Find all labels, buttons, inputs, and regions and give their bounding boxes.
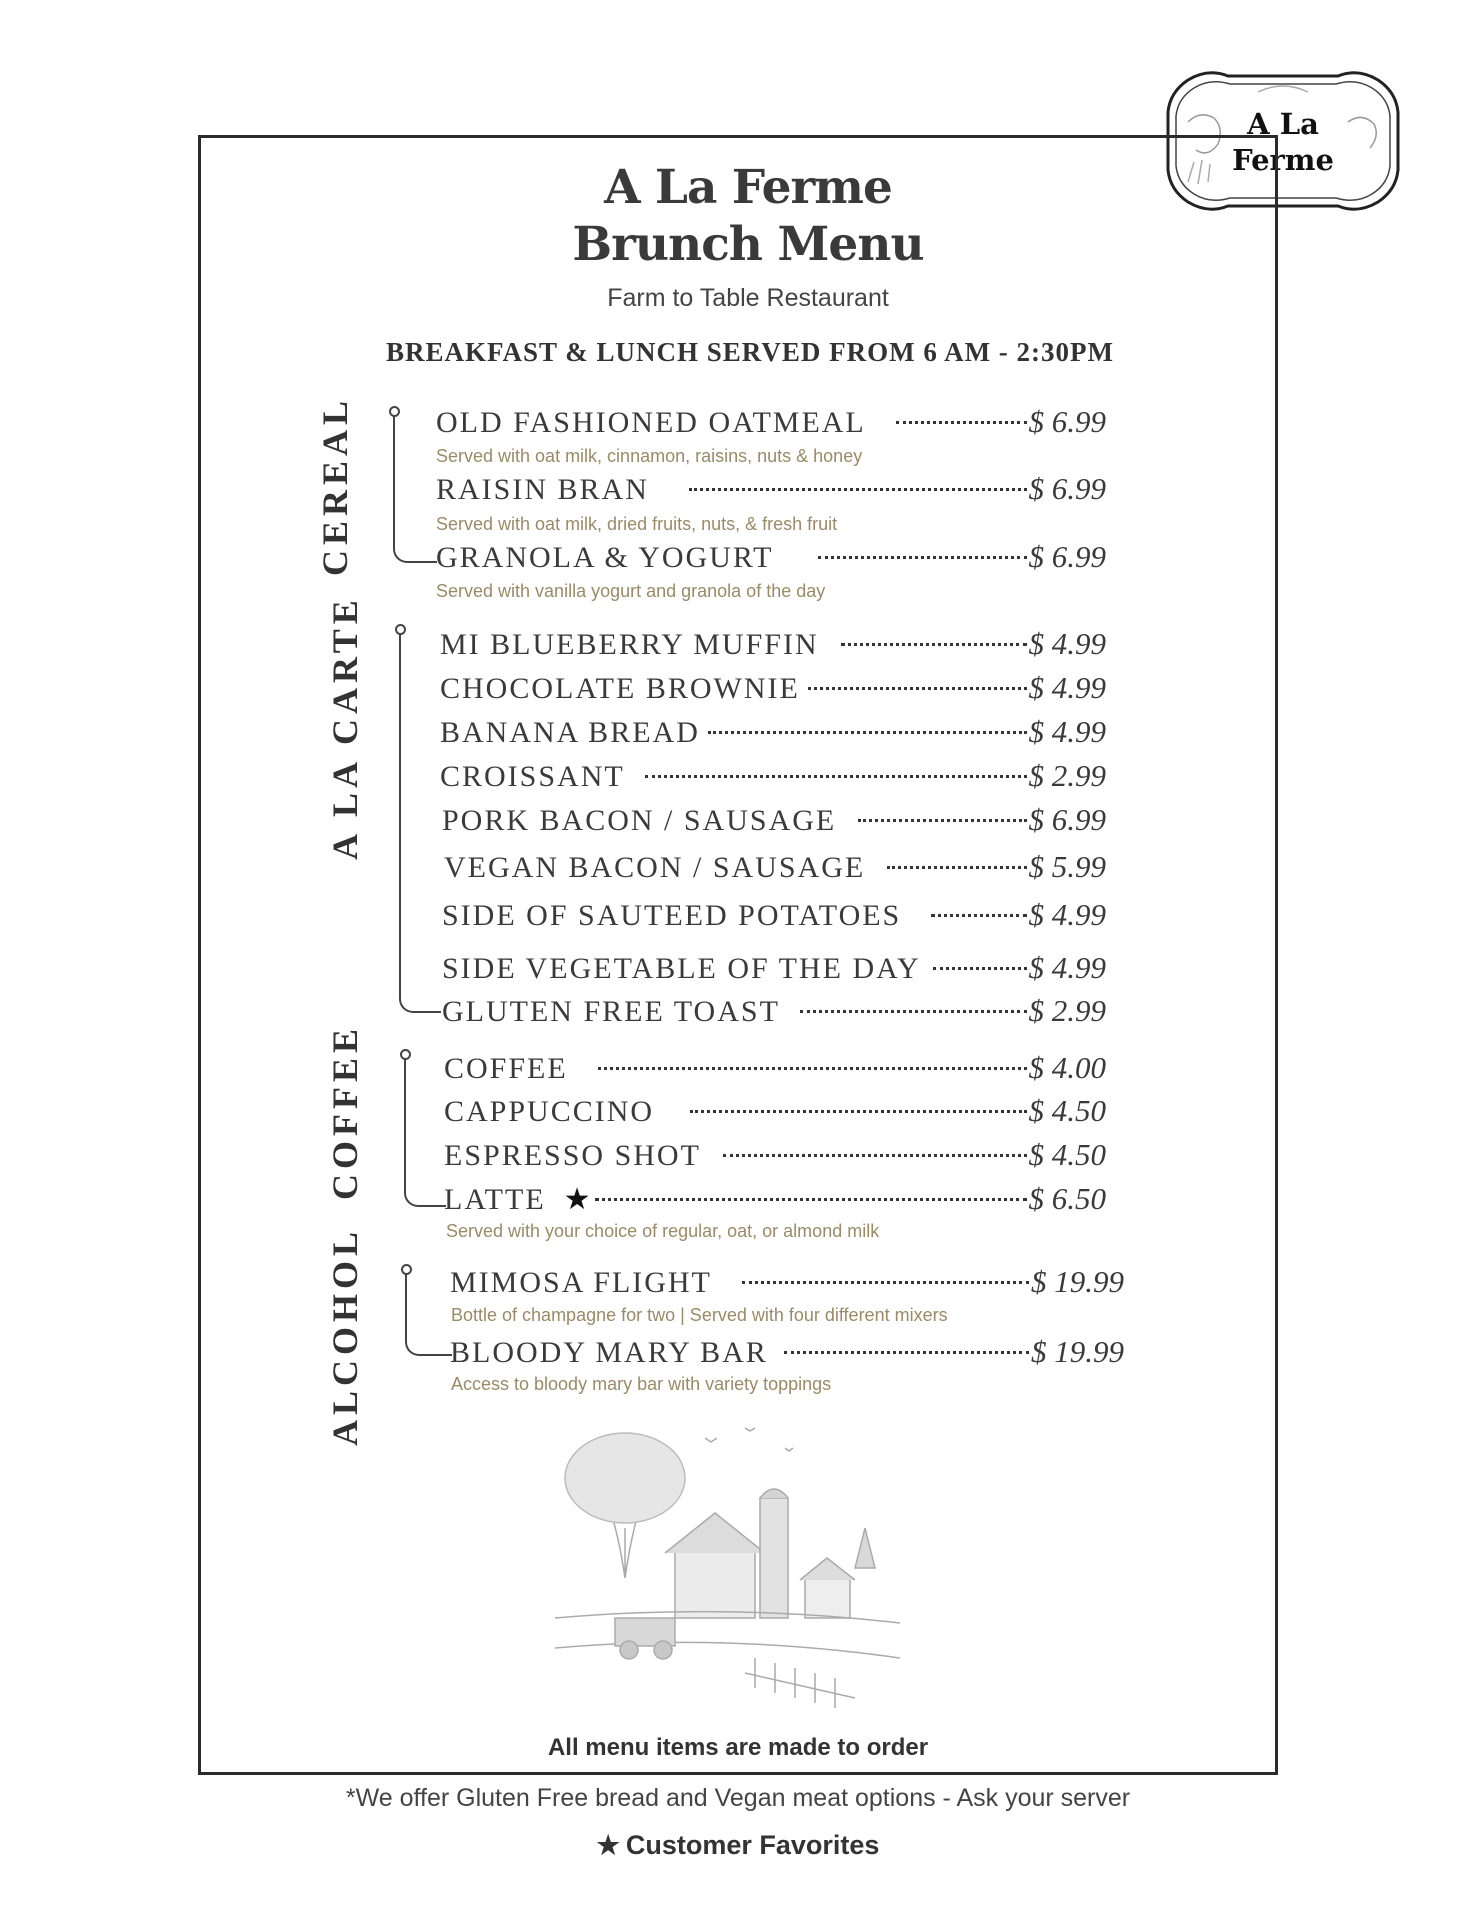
item-price: $ 4.99 — [1028, 714, 1106, 749]
menu-item — [440, 758, 1106, 798]
item-price: $ 19.99 — [1031, 1264, 1124, 1299]
item-price: $ 4.50 — [1028, 1137, 1106, 1172]
item-name: PORK BACON / SAUSAGE — [442, 804, 837, 837]
menu-title-line-1: A La Ferme — [604, 160, 892, 215]
menu-item — [436, 404, 1106, 444]
section-bracket-cereal — [393, 414, 437, 563]
item-name: GLUTEN FREE TOAST — [442, 995, 780, 1028]
item-price: $ 6.99 — [1028, 802, 1106, 837]
farm-illustration — [555, 1418, 900, 1718]
item-price: $ 6.99 — [1028, 404, 1106, 439]
item-price: $ 4.00 — [1028, 1050, 1106, 1085]
menu-title-line-2: Brunch Menu — [572, 217, 924, 272]
item-description: Bottle of champagne for two | Served with four different mixers — [451, 1305, 948, 1325]
dot-leader — [645, 775, 1027, 778]
serving-hours: BREAKFAST & LUNCH SERVED FROM 6 AM - 2:30PM — [385, 337, 1115, 367]
section-bracket-a-la-carte — [399, 632, 441, 1013]
item-description: Served with oat milk, dried fruits, nuts, & fresh fruit — [436, 514, 838, 534]
dot-leader — [708, 731, 1027, 734]
item-description: Served with vanilla yogurt and granola of the day — [436, 581, 826, 601]
dot-leader — [931, 914, 1026, 917]
item-name: BLOODY MARY BAR — [450, 1336, 768, 1369]
item-name: COFFEE — [444, 1052, 568, 1085]
menu-item — [436, 471, 1106, 511]
menu-item — [442, 802, 1106, 842]
dot-leader — [818, 556, 1026, 559]
item-price: $ 4.99 — [1028, 626, 1106, 661]
menu-item — [450, 1334, 1124, 1374]
item-name: CROISSANT — [440, 760, 625, 793]
dot-leader — [598, 1067, 1027, 1070]
item-price: $ 4.99 — [1028, 950, 1106, 985]
item-description: Served with your choice of regular, oat, or almond milk — [446, 1221, 880, 1241]
made-to-order-note: All menu items are made to order — [547, 1734, 929, 1761]
customer-favorites-legend — [198, 1830, 1278, 1861]
favorites-label: Customer Favorites — [625, 1830, 880, 1860]
logo-line-1: A La — [1247, 107, 1319, 141]
menu-item — [444, 1181, 1106, 1221]
item-price: $ 19.99 — [1031, 1334, 1124, 1369]
item-name: CHOCOLATE BROWNIE — [440, 672, 800, 705]
dot-leader — [690, 1110, 1026, 1113]
item-name: GRANOLA & YOGURT — [436, 541, 774, 574]
section-bracket-coffee — [404, 1057, 446, 1207]
item-name: LATTE — [444, 1183, 546, 1216]
item-price: $ 6.99 — [1028, 471, 1106, 506]
menu-item — [440, 714, 1106, 754]
dot-leader — [800, 1010, 1027, 1013]
menu-item — [444, 849, 1106, 889]
menu-item — [436, 539, 1106, 579]
item-name: MIMOSA FLIGHT — [450, 1266, 712, 1299]
item-price: $ 6.50 — [1028, 1181, 1106, 1216]
item-price: $ 6.99 — [1028, 539, 1106, 574]
menu-item — [444, 1050, 1106, 1090]
dot-leader — [933, 967, 1027, 970]
item-description: Served with oat milk, cinnamon, raisins, nuts & honey — [436, 446, 863, 466]
section-label-coffee: COFFEE — [325, 1023, 365, 1200]
item-price: $ 2.99 — [1028, 993, 1106, 1028]
menu-item — [442, 950, 1106, 990]
item-name: VEGAN BACON / SAUSAGE — [444, 851, 866, 884]
item-name: ESPRESSO SHOT — [444, 1139, 701, 1172]
menu-item — [440, 670, 1106, 710]
item-name: CAPPUCCINO — [444, 1095, 655, 1128]
item-name: MI BLUEBERRY MUFFIN — [440, 628, 819, 661]
item-name: SIDE VEGETABLE OF THE DAY — [442, 952, 921, 985]
item-name: OLD FASHIONED OATMEAL — [436, 406, 866, 439]
item-price: $ 4.99 — [1028, 670, 1106, 705]
section-label-a-la-carte: A LA CARTE — [325, 595, 365, 860]
item-price: $ 5.99 — [1028, 849, 1106, 884]
logo-line-2: Ferme — [1232, 143, 1334, 177]
item-name: RAISIN BRAN — [436, 473, 649, 506]
item-price: $ 4.99 — [1028, 897, 1106, 932]
section-label-cereal: CEREAL — [315, 395, 355, 576]
dot-leader — [595, 1198, 1027, 1201]
item-price: $ 2.99 — [1028, 758, 1106, 793]
dot-leader — [723, 1154, 1027, 1157]
dot-leader — [689, 488, 1027, 491]
item-price: $ 4.50 — [1028, 1093, 1106, 1128]
menu-item — [440, 626, 1106, 666]
dot-leader — [742, 1281, 1029, 1284]
section-bracket-alcohol — [405, 1272, 452, 1356]
dot-leader — [841, 643, 1027, 646]
menu-item — [442, 897, 1106, 937]
section-label-alcohol: ALCOHOL — [325, 1226, 365, 1446]
menu-item — [442, 993, 1106, 1033]
customer-favorite-star-icon: ★ — [563, 1183, 591, 1216]
menu-item — [450, 1264, 1124, 1304]
menu-subtitle: Farm to Table Restaurant — [607, 284, 889, 312]
dot-leader — [896, 421, 1027, 424]
item-name: SIDE OF SAUTEED POTATOES — [442, 899, 902, 932]
dot-leader — [858, 819, 1026, 822]
item-description: Access to bloody mary bar with variety toppings — [451, 1374, 832, 1394]
menu-item — [444, 1093, 1106, 1133]
item-name: BANANA BREAD — [440, 716, 700, 749]
dot-leader — [784, 1351, 1029, 1354]
favorite-star-icon: ★ — [596, 1830, 620, 1860]
dot-leader — [808, 687, 1027, 690]
dietary-options-note: *We offer Gluten Free bread and Vegan meat options - Ask your server — [345, 1784, 1131, 1812]
dot-leader — [887, 866, 1026, 869]
menu-item — [444, 1137, 1106, 1177]
